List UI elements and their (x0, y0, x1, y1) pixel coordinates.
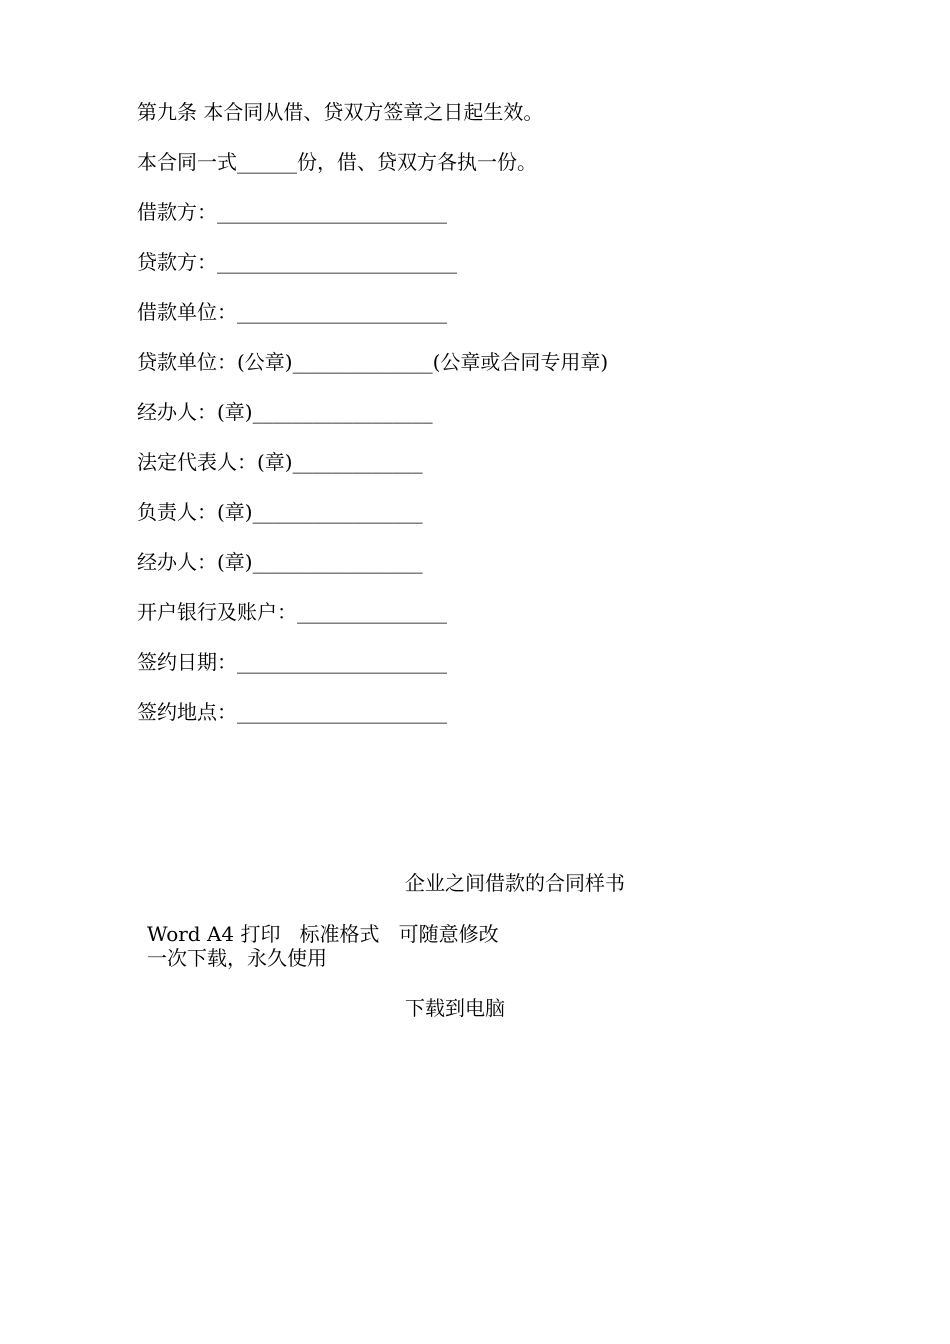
clause-nine-effective: 第九条 本合同从借、贷双方签章之日起生效。 (137, 100, 544, 124)
lender-field: 贷款方：________________________ (137, 250, 457, 274)
promo-features: Word A4 打印 标准格式 可随意修改 (147, 922, 499, 946)
download-link[interactable]: 下载到电脑 (405, 996, 505, 1020)
handler-field-1: 经办人：(章)__________________ (137, 400, 433, 424)
person-in-charge-field: 负责人：(章)_________________ (137, 500, 423, 524)
borrower-field: 借款方：_______________________ (137, 200, 447, 224)
borrower-unit-field: 借款单位：_____________________ (137, 300, 447, 324)
bank-account-field: 开户银行及账户：_______________ (137, 600, 447, 624)
signing-place-field: 签约地点：_____________________ (137, 700, 447, 724)
handler-field-2: 经办人：(章)_________________ (137, 550, 423, 574)
legal-representative-field: 法定代表人：(章)_____________ (137, 450, 423, 474)
copies-line: 本合同一式______份，借、贷双方各执一份。 (137, 150, 537, 174)
promo-once: 一次下载，永久使用 (147, 946, 327, 970)
promo-title: 企业之间借款的合同样书 (405, 871, 625, 895)
lender-unit-field: 贷款单位：(公章)______________(公章或合同专用章) (137, 350, 609, 374)
signing-date-field: 签约日期：_____________________ (137, 650, 447, 674)
